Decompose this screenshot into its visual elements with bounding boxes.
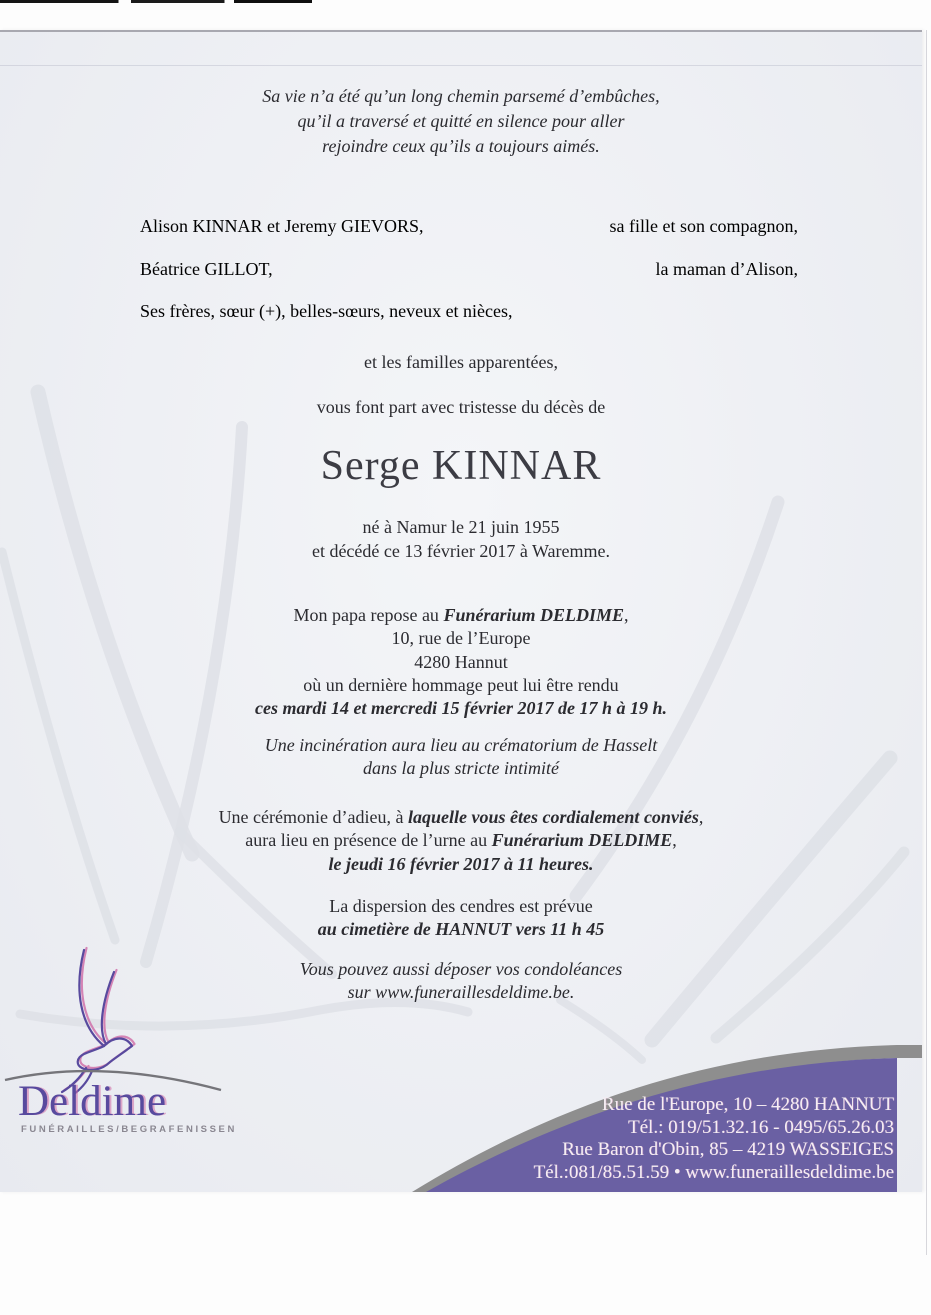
opening-quote (0, 84, 922, 159)
text-segment: 10, rue de l’Europe (391, 628, 531, 649)
text-segment: le jeudi 16 février 2017 à 11 heures. (328, 853, 594, 874)
text-segment: Funérarium DELDIME (443, 605, 624, 625)
fold-line (0, 65, 922, 66)
text-line: Tél.: 019/51.32.16 - 0495/65.26.03 (628, 1116, 894, 1138)
text-segment: , (698, 807, 704, 827)
text-segment: Vous pouvez aussi déposer vos condoléances (299, 959, 623, 979)
text-segment: Une incinération aura lieu au crématorium de Hasselt (264, 735, 658, 755)
footer-address (533, 1094, 894, 1184)
text-segment: ces mardi 14 et mercredi 15 février 2017 de 17 h à 19 h. (255, 698, 667, 719)
text-segment: Mon papa repose au (293, 605, 444, 625)
text-segment: La dispersion des cendres est prévue (329, 896, 593, 916)
logo-tagline: FUNÉRAILLES/BEGRAFENISSEN (21, 1124, 237, 1135)
deceased-name: Serge KINNAR (320, 443, 602, 489)
text-line (0, 697, 922, 720)
text-segment: , (624, 605, 629, 625)
text-segment: Une cérémonie d’adieu, à (218, 807, 408, 827)
text-line (0, 627, 922, 650)
text-line (0, 651, 922, 674)
text-line (0, 674, 922, 697)
text-line (0, 829, 922, 852)
text-line (0, 604, 922, 627)
relative-names: Ses frères, sœur (+), belles-sœurs, neveux et nièces, (140, 301, 513, 321)
text-segment: Funérarium DELDIME (491, 830, 673, 851)
repose-block (0, 604, 922, 720)
family-list (140, 216, 798, 344)
text-line: et décédé ce 13 février 2017 à Waremme. (311, 540, 611, 561)
text-segment: , (672, 830, 677, 851)
text-line: Tél.:081/85.51.59 • www.funeraillesdeldime.be (533, 1161, 894, 1183)
text-line (0, 757, 922, 780)
relationship-label: sa fille et son compagnon, (609, 216, 798, 236)
announcement-card (0, 30, 922, 1192)
text-segment: sur www.funeraillesdeldime.be. (347, 982, 575, 1003)
text-segment: aura lieu en présence de l’urne au (245, 830, 492, 851)
family-row (140, 259, 798, 302)
family-row (140, 216, 798, 259)
text-line (0, 853, 922, 876)
text-line: Sa vie n’a été qu’un long chemin parsemé d’embûches, (262, 86, 660, 106)
ceremony-block (0, 806, 922, 876)
text-segment: au cimetière de HANNUT vers 11 h 45 (317, 919, 605, 940)
text-line (0, 806, 922, 829)
text-line: né à Namur le 21 juin 1955 (362, 517, 560, 537)
logo-wordmark: Deldime (18, 1078, 167, 1125)
scanner-edge-artifact (0, 0, 312, 3)
announcement-line: vous font part avec tristesse du décès de (316, 397, 606, 417)
relationship-label: la maman d’Alison, (655, 258, 798, 279)
text-line: rejoindre ceux qu’ils a toujours aimés. (322, 136, 600, 156)
family-row (140, 301, 798, 344)
text-line (0, 734, 922, 757)
relative-names: Alison KINNAR et Jeremy GIEVORS, (140, 216, 424, 236)
families-line: et les familles apparentées, (364, 352, 558, 372)
incineration-block (0, 734, 922, 781)
relative-names: Béatrice GILLOT, (140, 258, 273, 279)
scan-edge-line (926, 30, 927, 1255)
text-line: Rue de l'Europe, 10 – 4280 HANNUT (601, 1094, 894, 1115)
text-segment: dans la plus stricte intimité (363, 758, 559, 779)
text-segment: laquelle vous êtes cordialement conviés (407, 807, 699, 827)
text-segment: où un dernière hommage peut lui être rendu (303, 674, 619, 695)
text-line (0, 918, 922, 941)
text-line (0, 895, 922, 918)
birth-death-dates (0, 516, 922, 563)
dispersion-block (0, 895, 922, 942)
text-line: qu’il a traversé et quitté en silence pour aller (297, 111, 625, 131)
watermark-blade (716, 852, 904, 1038)
text-segment: 4280 Hannut (414, 651, 508, 672)
text-line: Rue Baron d'Obin, 85 – 4219 WASSEIGES (562, 1139, 894, 1160)
